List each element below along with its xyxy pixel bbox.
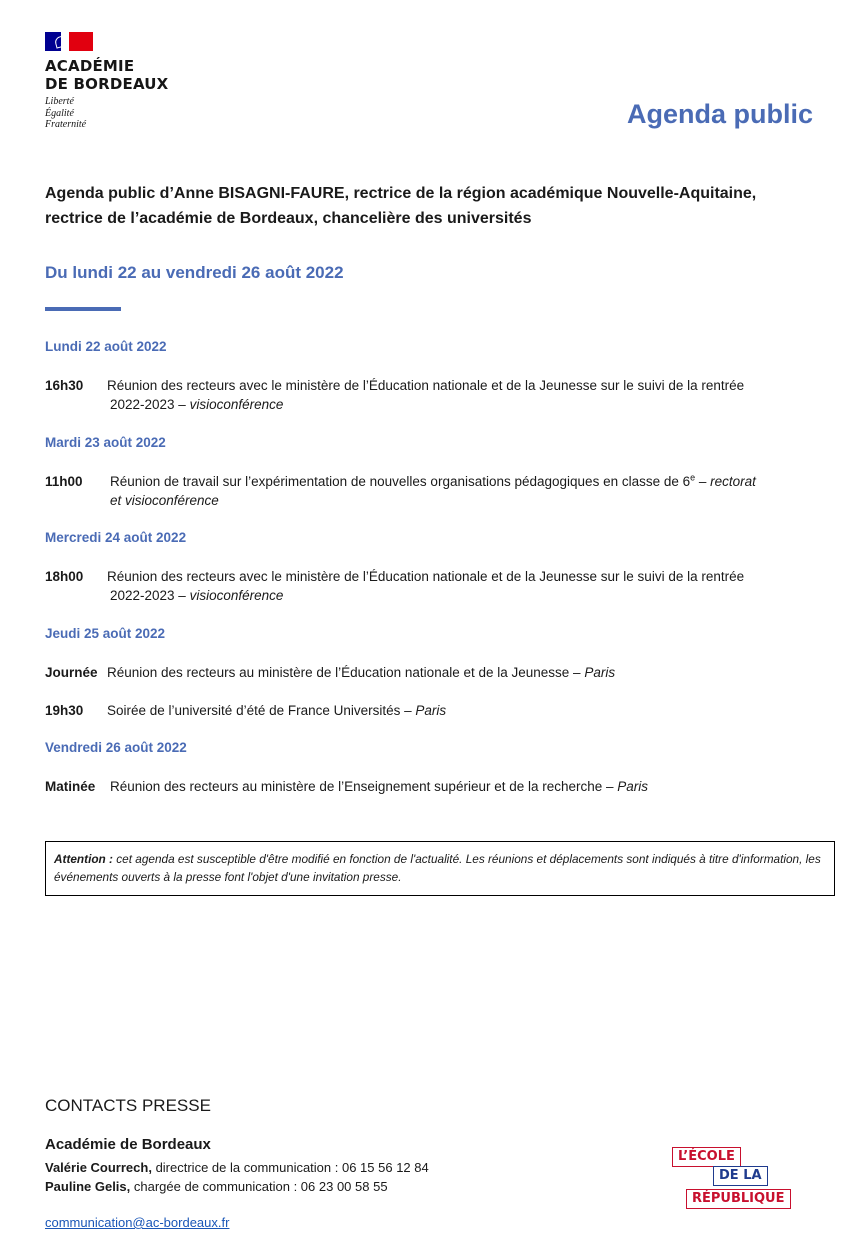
page-title: Agenda public (626, 99, 813, 129)
event-place: visioconférence (189, 588, 284, 603)
event-time: 18h00 (45, 569, 84, 584)
agenda-heading: Agenda public d’Anne BISAGNI-FAURE, rectrice de la région académique Nouvelle-Aquitaine, rectrice de l’académie de Bordeaux, chancelière des universités (45, 185, 757, 227)
ecole-republique-logo: L’ÉCOLE DE LA RÉPUBLIQUE (672, 1147, 797, 1213)
event-item: 18h00 Réunion des recteurs avec le ministère de l’Éducation nationale et de la Jeunesse sur le suivi de la rentrée 2022-2023 – visioconférence (45, 569, 745, 603)
day-label-tuesday: Mardi 23 août 2022 (45, 435, 166, 450)
contact-person: Valérie Courrech, directrice de la communication : 06 15 56 12 84 (45, 1160, 429, 1175)
event-time: 11h00 (45, 474, 83, 489)
event-place: visioconférence (189, 397, 284, 412)
event-time: Journée (45, 665, 98, 680)
event-item: 11h00 Réunion de travail sur l’expérimentation de nouvelles organisations pédagogiques en classe de 6e – rectorat et visioconférence (45, 472, 756, 508)
event-time: 19h30 (45, 703, 84, 718)
contacts-title: CONTACTS PRESSE (45, 1096, 211, 1115)
event-place: Paris (584, 665, 616, 680)
event-item: 16h30 Réunion des recteurs avec le ministère de l’Éducation nationale et de la Jeunesse sur le suivi de la rentrée 2022-2023 – visioconférence (45, 378, 745, 412)
academie-logo (45, 32, 168, 131)
logo-name: ACADÉMIE DE BORDEAUX (45, 57, 169, 93)
day-label-thursday: Jeudi 25 août 2022 (45, 626, 166, 641)
day-label-monday: Lundi 22 août 2022 (45, 339, 167, 354)
event-item: 19h30 Soirée de l’université d’été de France Universités – Paris (45, 703, 447, 718)
contact-person: Pauline Gelis, chargée de communication : 06 23 00 58 55 (45, 1179, 388, 1194)
notice-text: cet agenda est susceptible d'être modifié en fonction de l'actualité. Les réunions et déplacements sont indiqués à titre d'information, les événements ouverts à la presse font l'objet d'une invitation presse. (54, 852, 821, 884)
day-label-wednesday: Mercredi 24 août 2022 (45, 530, 187, 545)
event-place: Paris (617, 779, 649, 794)
event-place: et visioconférence (110, 493, 219, 508)
event-item: Journée Réunion des recteurs au ministère de l’Éducation nationale et de la Jeunesse – Paris (45, 665, 616, 680)
event-time: Matinée (45, 779, 96, 794)
contacts-org: Académie de Bordeaux (45, 1136, 211, 1153)
marianne-flag-icon (45, 32, 93, 51)
event-place: rectorat (710, 474, 756, 489)
event-time: 16h30 (45, 378, 84, 393)
day-label-friday: Vendredi 26 août 2022 (45, 740, 187, 755)
event-place: Paris (415, 703, 447, 718)
notice-box (45, 841, 835, 896)
notice-label: Attention : (54, 852, 113, 866)
event-item: Matinée Réunion des recteurs au ministère de l’Enseignement supérieur et de la recherche – Paris (45, 779, 649, 794)
accent-divider (45, 307, 121, 311)
motto: Liberté Égalité Fraternité (45, 96, 87, 130)
date-range: Du lundi 22 au vendredi 26 août 2022 (45, 263, 344, 282)
email-link[interactable]: communication@ac-bordeaux.fr (45, 1215, 230, 1230)
